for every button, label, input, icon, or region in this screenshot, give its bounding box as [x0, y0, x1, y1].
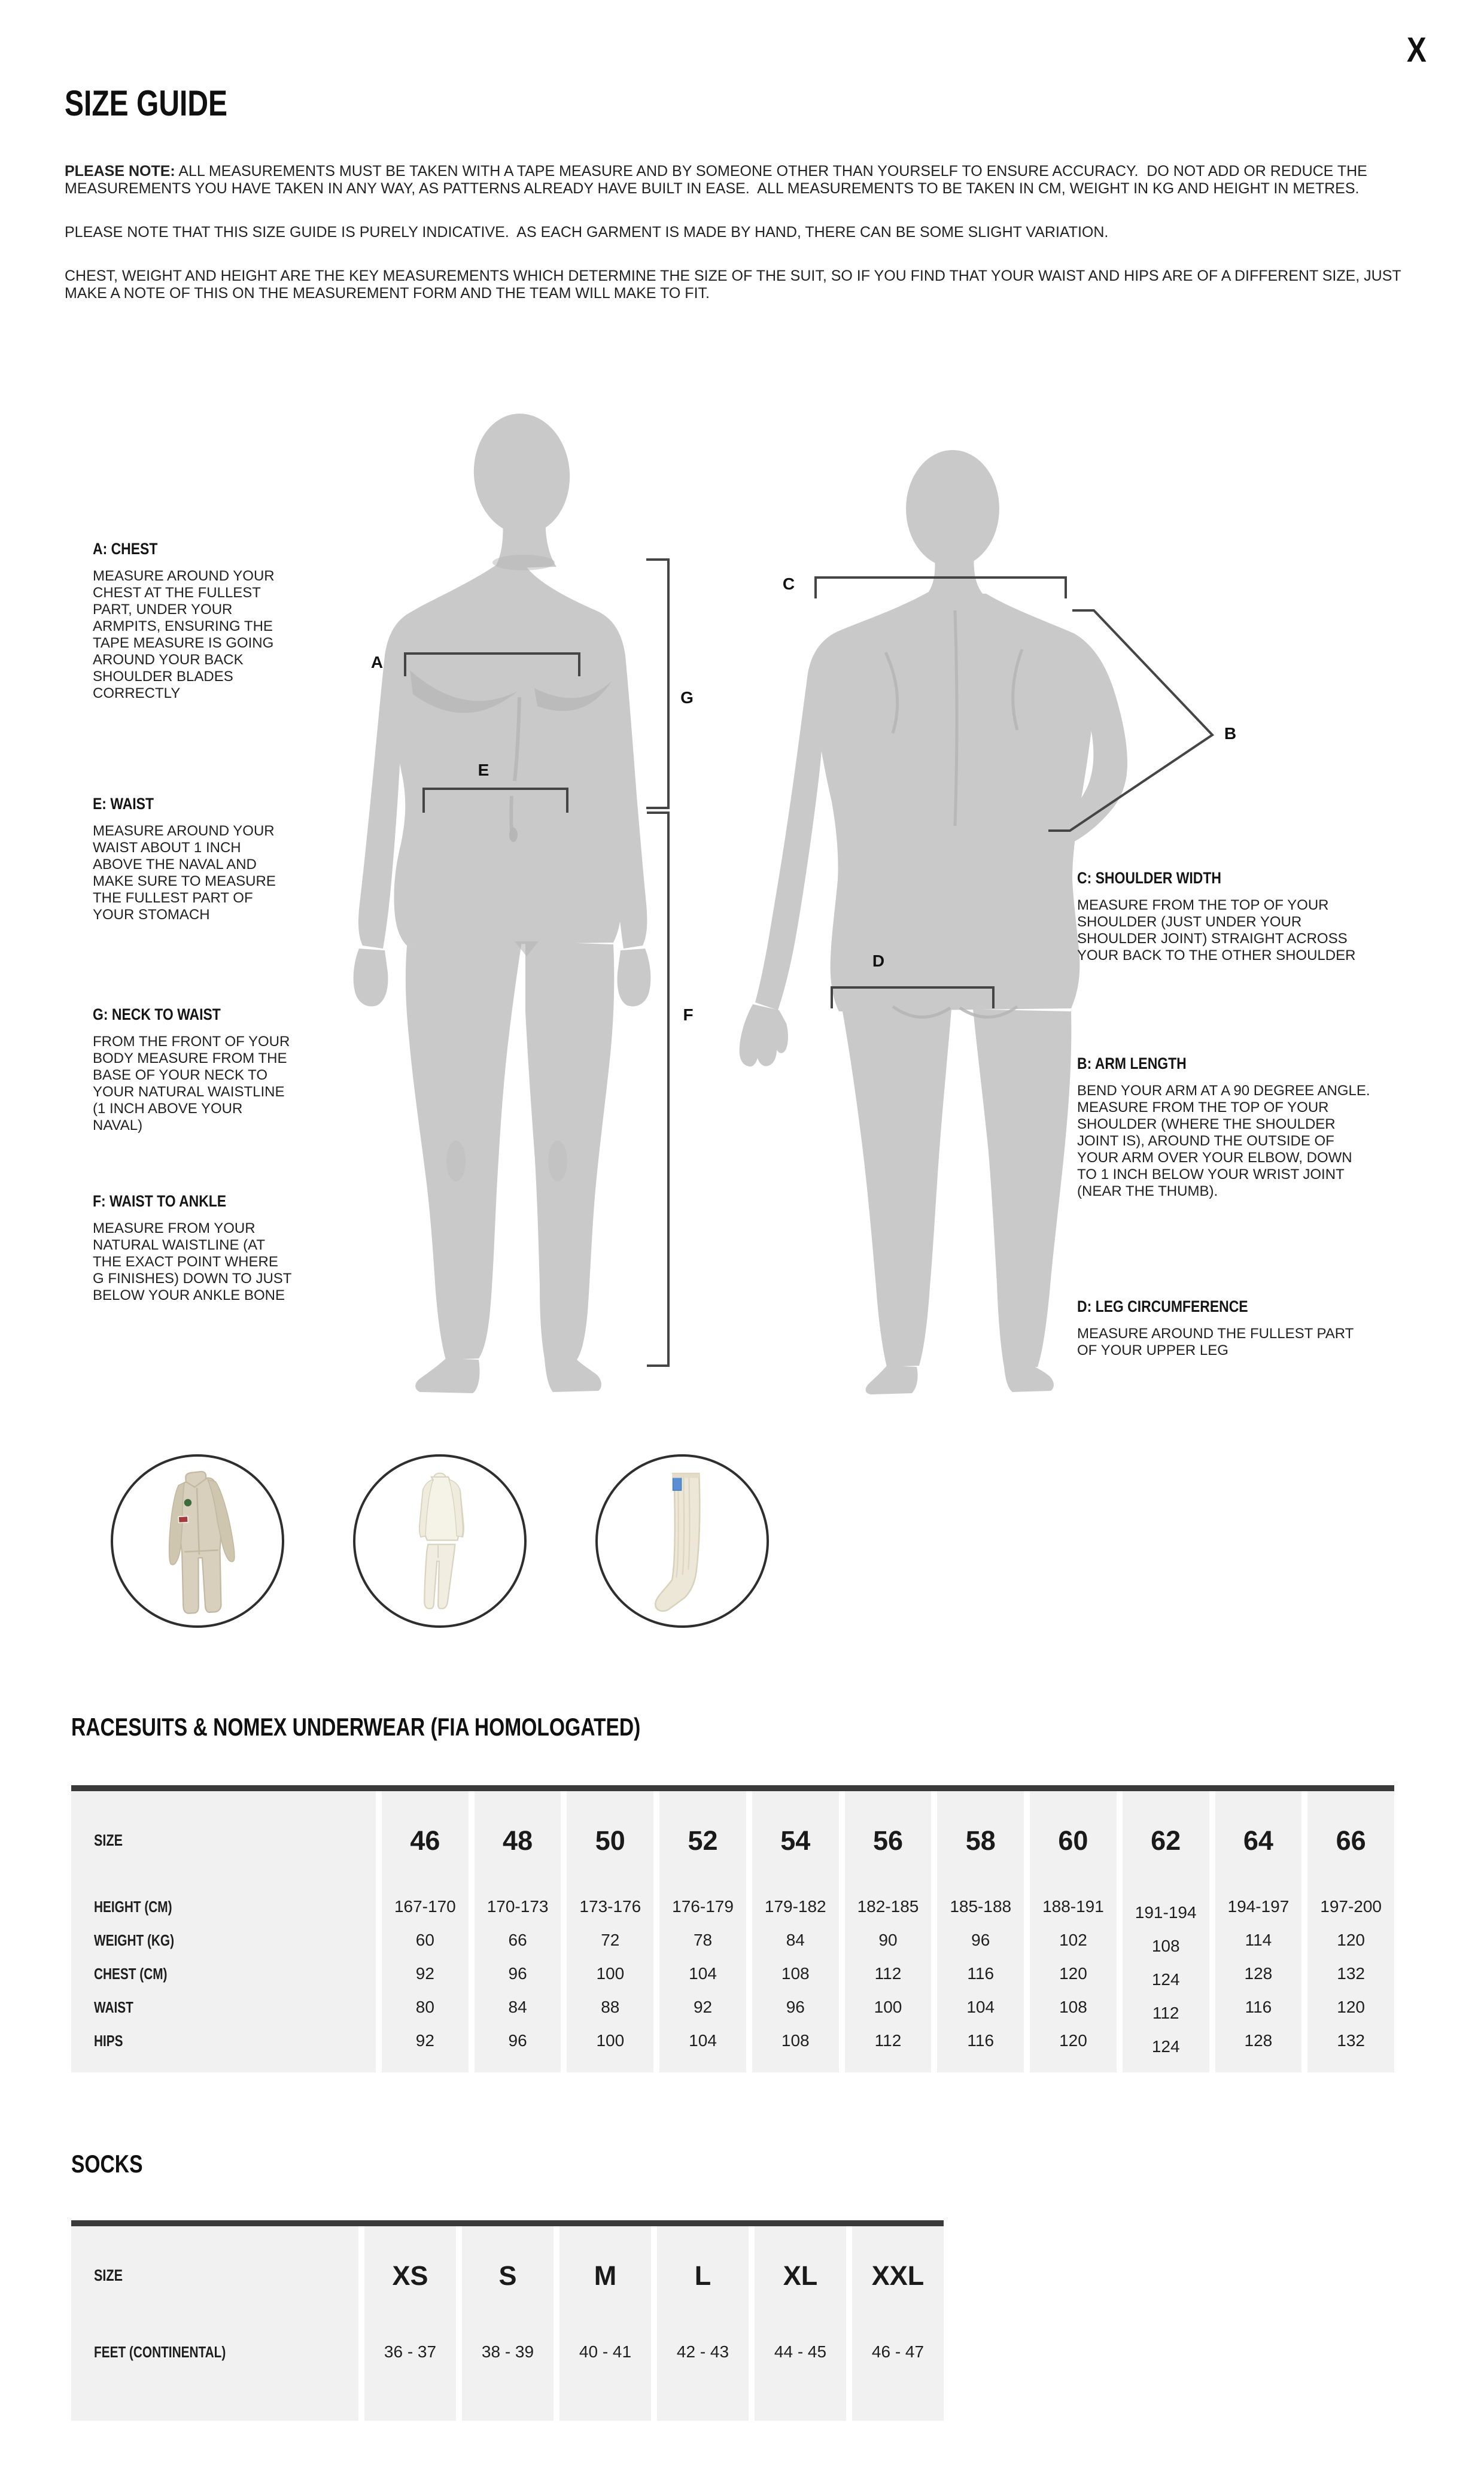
size-value: 80 — [415, 1998, 434, 2016]
row-label: HEIGHT (CM) — [94, 1897, 172, 1916]
size-column-50 — [567, 1791, 653, 2072]
measurement-title: E: WAIST — [93, 795, 154, 813]
size-value: 124 — [1151, 1970, 1180, 1989]
size-value: 170-173 — [486, 1897, 549, 1916]
measurement-text: MEASURE AROUND YOUR WAIST ABOUT 1 INCH ABOVE THE NAVAL AND MAKE SURE TO MEASURE THE FULLEST PART OF YOUR STOMACH — [93, 823, 280, 923]
size-value: 197-200 — [1320, 1897, 1382, 1916]
measurement-text: MEASURE FROM YOUR NATURAL WAISTLINE (AT THE EXACT POINT WHERE G FINISHES) DOWN TO JUST BELOW YOUR ANKLE BONE — [93, 1220, 296, 1303]
socks-table-title: SOCKS — [71, 2150, 143, 2178]
size-value: 112 — [874, 2031, 902, 2050]
front-body-figure — [354, 409, 651, 1393]
close-icon: X — [1406, 30, 1427, 69]
size-value: 194-197 — [1227, 1897, 1290, 1916]
size-value: 78 — [693, 1931, 713, 1949]
diagram-label-b: B — [1224, 724, 1237, 743]
racesuits-size-table — [71, 1785, 1394, 2072]
measurement-block-e — [93, 795, 293, 923]
measurement-title: D: LEG CIRCUMFERENCE — [1077, 1297, 1248, 1315]
row-label: FEET (CONTINENTAL) — [94, 2342, 226, 2361]
size-value: 167-170 — [394, 1897, 456, 1916]
row-label: WAIST — [94, 1998, 133, 2016]
racesuit-image — [113, 1457, 282, 1625]
measurement-block-a — [93, 540, 293, 702]
size-header: XL — [783, 2260, 818, 2291]
size-value: 108 — [781, 1964, 810, 1983]
size-value: 102 — [1059, 1931, 1087, 1949]
size-column-56 — [845, 1791, 932, 2072]
size-column-52 — [659, 1791, 746, 2072]
diagram-label-e: E — [478, 761, 489, 779]
size-header: 54 — [780, 1825, 811, 1856]
size-value: 44 - 45 — [774, 2342, 827, 2361]
size-value: 104 — [689, 2031, 717, 2050]
size-column-l — [657, 2226, 749, 2421]
size-header: S — [498, 2260, 517, 2291]
measurement-title: G: NECK TO WAIST — [93, 1005, 221, 1023]
size-header: L — [694, 2260, 711, 2291]
size-value: 92 — [693, 1998, 713, 2016]
row-label: WEIGHT (KG) — [94, 1931, 175, 1949]
size-value: 90 — [878, 1931, 898, 1949]
size-column-xxl — [852, 2226, 944, 2421]
size-value: 182-185 — [857, 1897, 919, 1916]
size-header: 46 — [410, 1825, 440, 1856]
size-value: 173-176 — [579, 1897, 641, 1916]
diagram-label-a: A — [370, 653, 384, 671]
size-column-xs — [364, 2226, 456, 2421]
size-column-54 — [752, 1791, 839, 2072]
row-label: HIPS — [94, 2031, 123, 2050]
measurement-title: C: SHOULDER WIDTH — [1077, 869, 1221, 887]
size-value: 114 — [1245, 1931, 1272, 1949]
please-note-label: PLEASE NOTE: — [65, 163, 175, 180]
socks-size-table — [71, 2220, 944, 2421]
size-value: 120 — [1337, 1998, 1365, 2016]
diagram-label-c: C — [782, 575, 795, 593]
size-value: 179-182 — [764, 1897, 826, 1916]
diagram-label-f: F — [683, 1005, 694, 1024]
nomex-underwear-image — [355, 1457, 524, 1625]
size-value: 96 — [971, 1931, 990, 1949]
size-value: 116 — [967, 2031, 995, 2050]
size-header: 50 — [595, 1825, 625, 1856]
size-value: 96 — [786, 1998, 805, 2016]
size-value: 72 — [601, 1931, 620, 1949]
waist-to-ankle-bracket-f — [647, 813, 668, 1366]
intro-key-measurements-paragraph: CHEST, WEIGHT AND HEIGHT ARE THE KEY MEASUREMENTS WHICH DETERMINE THE SIZE OF THE SUIT, SO IF YOU FIND THAT YOUR WAIST AND HIPS ARE OF A DIFFERENT SIZE, JUST MAKE A NOTE OF THIS ON THE MEASUREMENT FORM AND THE TEAM WILL MAKE TO FIT. — [65, 268, 1406, 302]
size-header: 62 — [1151, 1825, 1181, 1856]
size-value: 112 — [874, 1964, 902, 1983]
size-value: 108 — [1059, 1998, 1087, 2016]
size-header: 64 — [1243, 1825, 1273, 1856]
measurement-block-g — [93, 1005, 293, 1134]
size-header: XS — [392, 2260, 428, 2291]
size-column-46 — [382, 1791, 469, 2072]
size-value: 132 — [1337, 1964, 1365, 1983]
measurement-block-b — [1077, 1054, 1378, 1200]
size-column-48 — [475, 1791, 561, 2072]
size-value: 185-188 — [950, 1897, 1012, 1916]
size-value: 92 — [415, 1964, 434, 1983]
size-value: 36 - 37 — [384, 2342, 437, 2361]
size-value: 88 — [601, 1998, 620, 2016]
size-value: 96 — [508, 2031, 527, 2050]
size-value: 128 — [1244, 1964, 1273, 1983]
close-button[interactable] — [1389, 23, 1443, 77]
size-column-64 — [1215, 1791, 1302, 2072]
page-title: SIZE GUIDE — [65, 83, 228, 123]
racing-sock-photo — [595, 1454, 769, 1628]
table-label-column — [71, 1791, 376, 2072]
size-value: 104 — [966, 1998, 995, 2016]
size-row-label: SIZE — [94, 1831, 123, 1849]
intro-text — [65, 163, 1429, 329]
size-value: 46 - 47 — [871, 2342, 925, 2361]
size-value: 128 — [1244, 2031, 1273, 2050]
size-value: 116 — [967, 1964, 995, 1983]
size-header: XXL — [871, 2260, 925, 2291]
neck-to-waist-bracket-g — [646, 560, 668, 808]
size-value: 188-191 — [1042, 1897, 1104, 1916]
measurement-block-d — [1077, 1297, 1370, 1359]
size-value: 42 - 43 — [676, 2342, 729, 2361]
size-value: 108 — [781, 2031, 810, 2050]
size-value: 100 — [596, 1964, 625, 1983]
size-value: 84 — [786, 1931, 805, 1949]
size-header: 56 — [872, 1825, 904, 1856]
intro-note-paragraph: PLEASE NOTE: ALL MEASUREMENTS MUST BE TAKEN WITH A TAPE MEASURE AND BY SOMEONE OTHER THAN YOURSELF TO ENSURE ACCURACY. DO NOT ADD OR REDUCE THE MEASUREMENTS YOU HAVE TAKEN IN ANY WAY, AS PATTERNS ALREADY HAVE BUILT IN EASE. ALL MEASUREMENTS TO BE TAKEN IN CM, WEIGHT IN KG AND HEIGHT IN METRES. — [65, 163, 1372, 197]
nomex-underwear-photo — [353, 1454, 527, 1628]
size-column-60 — [1030, 1791, 1117, 2072]
measurement-text: MEASURE FROM THE TOP OF YOUR SHOULDER (JUST UNDER YOUR SHOULDER JOINT) STRAIGHT ACROSS YOUR BACK TO THE OTHER SHOULDER — [1077, 897, 1356, 964]
size-value: 120 — [1059, 2031, 1087, 2050]
measurement-title: A: CHEST — [93, 540, 158, 558]
measurement-block-f — [93, 1192, 296, 1304]
size-header: 66 — [1336, 1825, 1366, 1856]
size-value: 38 - 39 — [481, 2342, 534, 2361]
size-header: 60 — [1058, 1825, 1088, 1856]
size-value: 92 — [415, 2031, 434, 2050]
size-row-label: SIZE — [94, 2266, 123, 2284]
size-value: 108 — [1151, 1937, 1180, 1955]
size-value: 96 — [508, 1964, 527, 1983]
size-value: 120 — [1059, 1964, 1087, 1983]
size-value: 176-179 — [672, 1897, 734, 1916]
measurement-title: B: ARM LENGTH — [1077, 1054, 1187, 1072]
size-header: 52 — [688, 1825, 718, 1856]
size-header: M — [594, 2260, 617, 2291]
table-label-column — [71, 2226, 358, 2421]
racesuit-photo — [111, 1454, 284, 1628]
racesuits-table-title: RACESUITS & NOMEX UNDERWEAR (FIA HOMOLOGATED) — [71, 1713, 641, 1741]
size-value: 120 — [1337, 1931, 1365, 1949]
size-column-62 — [1123, 1791, 1209, 2072]
measurement-diagram — [0, 383, 1484, 1436]
size-value: 132 — [1337, 2031, 1365, 2050]
size-column-m — [559, 2226, 651, 2421]
size-value: 40 - 41 — [579, 2342, 632, 2361]
measurement-text: BEND YOUR ARM AT A 90 DEGREE ANGLE. MEASURE FROM THE TOP OF YOUR SHOULDER (WHERE THE SHOULDER JOINT IS), AROUND THE OUTSIDE OF YOUR ARM OVER YOUR ELBOW, DOWN TO 1 INCH BELOW YOUR WRIST JOINT (NEAR THE THUMB). — [1077, 1083, 1378, 1199]
size-value: 66 — [508, 1931, 527, 1949]
racing-sock-image — [598, 1457, 767, 1625]
size-value: 84 — [508, 1998, 527, 2016]
size-value: 60 — [415, 1931, 434, 1949]
size-value: 191-194 — [1135, 1903, 1197, 1922]
measurement-text: FROM THE FRONT OF YOUR BODY MEASURE FROM THE BASE OF YOUR NECK TO YOUR NATURAL WAISTLINE (1 INCH ABOVE YOUR NAVAL) — [93, 1034, 294, 1133]
size-header: 58 — [965, 1825, 996, 1856]
size-column-58 — [937, 1791, 1024, 2072]
size-value: 124 — [1151, 2037, 1180, 2056]
size-value: 112 — [1152, 2004, 1179, 2022]
measurement-text: MEASURE AROUND YOUR CHEST AT THE FULLEST PART, UNDER YOUR ARMPITS, ENSURING THE TAPE MEASURE IS GOING AROUND YOUR BACK SHOULDER BLADES CORRECTLY — [93, 568, 279, 701]
size-column-66 — [1307, 1791, 1394, 2072]
size-value: 116 — [1245, 1998, 1272, 2016]
size-value: 100 — [874, 1998, 902, 2016]
row-label: CHEST (CM) — [94, 1964, 168, 1983]
size-column-s — [462, 2226, 554, 2421]
measurement-text: MEASURE AROUND THE FULLEST PART OF YOUR UPPER LEG — [1077, 1326, 1358, 1359]
size-value: 104 — [689, 1964, 717, 1983]
intro-indicative-paragraph: PLEASE NOTE THAT THIS SIZE GUIDE IS PURELY INDICATIVE. AS EACH GARMENT IS MADE BY HAND, THERE CAN BE SOME SLIGHT VARIATION. — [65, 224, 1109, 241]
diagram-label-g: G — [680, 688, 694, 707]
measurement-block-c — [1077, 869, 1370, 964]
size-header: 48 — [503, 1825, 533, 1856]
diagram-label-d: D — [872, 952, 885, 970]
measurement-title: F: WAIST TO ANKLE — [93, 1192, 227, 1210]
size-column-xl — [755, 2226, 846, 2421]
size-value: 100 — [596, 2031, 625, 2050]
